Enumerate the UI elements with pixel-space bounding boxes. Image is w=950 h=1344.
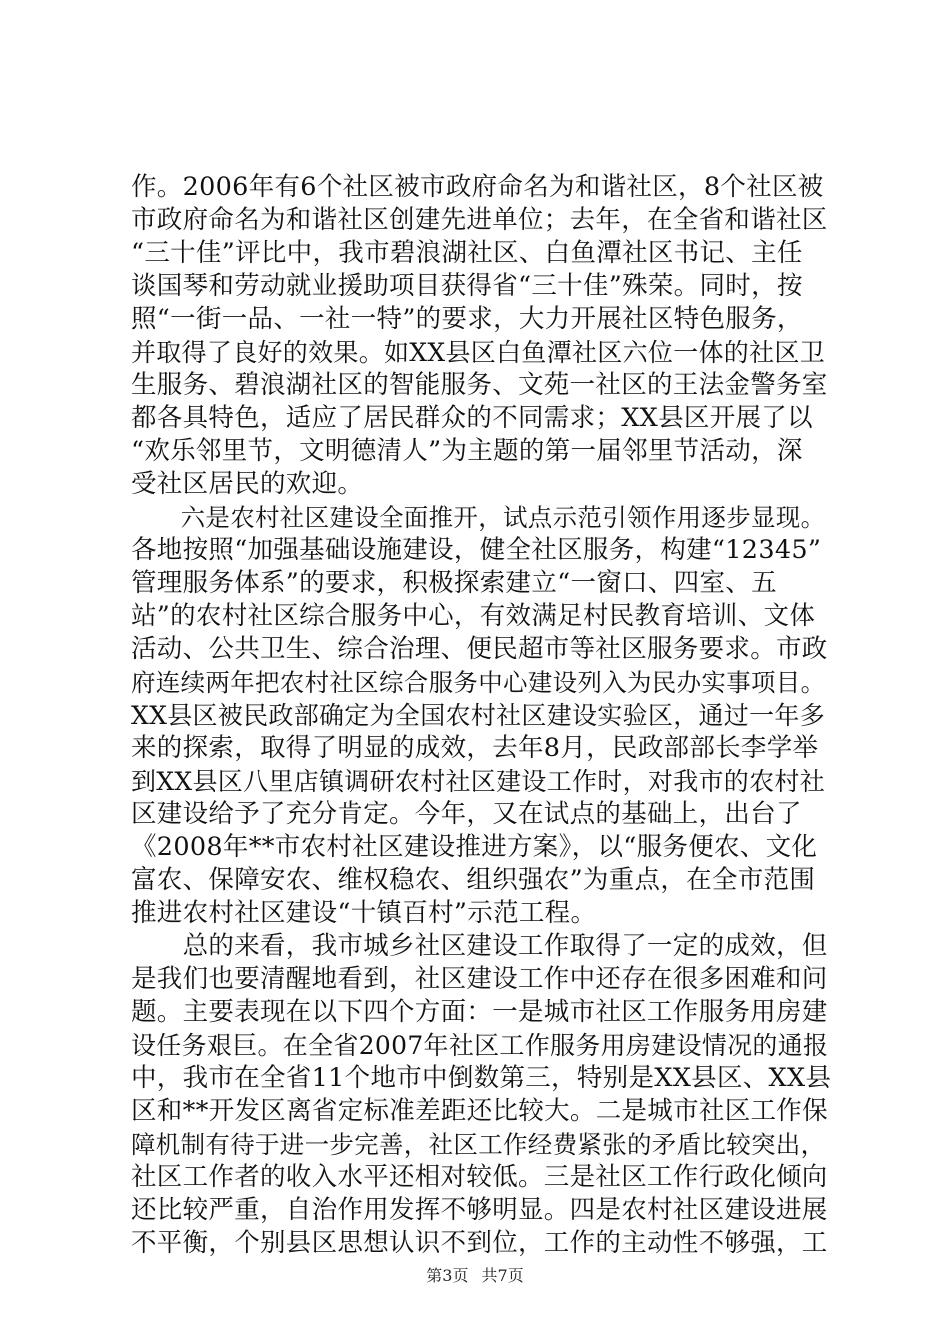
text-line: 还比较严重，自治作用发挥不够明显。四是农村社区建设进展 [131,1195,828,1225]
text-line: XX县区被民政部确定为全国农村社区建设实验区，通过一年多 [131,701,825,730]
text-line: 并取得了良好的效果。如XX县区白鱼潭社区六位一体的社区卫 [131,338,825,367]
text-line: 障机制有待于进一步完善，社区工作经费紧张的矛盾比较突出， [131,1130,826,1159]
text-line: “三十佳”评比中，我市碧浪湖社区、白鱼潭社区书记、主任 [131,238,803,268]
text-line: 受社区居民的欢迎。 [131,469,364,499]
text-line: 市政府命名为和谐社区创建先进单位；去年，在全省和谐社区 [131,205,828,235]
body-text [131,171,831,1260]
text-line: 府连续两年把农村社区综合服务中心建设列入为民办实事项目。 [131,668,826,697]
text-line: 设任务艰巨。在全省2007年社区工作服务用房建设情况的通报 [131,1031,829,1060]
text-line: 不平衡，个别县区思想认识不到位，工作的主动性不够强，工 [131,1228,828,1258]
text-line: 题。主要表现在以下四个方面：一是城市社区工作服务用房建 [131,997,828,1027]
text-line: 各地按照“加强基础设施建设，健全社区服务，构建“12345” [131,535,822,565]
text-line: 区建设给予了充分肯定。今年，又在试点的基础上，出台了 [131,799,802,829]
text-line: “欢乐邻里节，文明德清人”为主题的第一届邻里节活动，深 [131,436,803,466]
text-line: 管理服务体系”的要求，积极探索建立“一窗口、四室、五 [131,568,777,598]
text-line: 到XX县区八里店镇调研农村社区建设工作时，对我市的农村社 [131,767,825,796]
text-line: 活动、公共卫生、综合治理、便民超市等社区服务要求。市政 [131,634,828,664]
text-line: 是我们也要清醒地看到，社区建设工作中还存在很多困难和问 [131,964,828,994]
page-number: 第3页 [426,1266,469,1285]
text-line: 站”的农村社区综合服务中心，有效满足村民教育培训、文体 [131,601,816,631]
text-line: 六是农村社区建设全面推开，试点示范引领作用逐步显现。 [131,503,826,532]
text-line: 中，我市在全省11个地市中倒数第三，特别是XX县区、XX县 [131,1063,832,1093]
text-line: 生服务、碧浪湖社区的智能服务、文苑一社区的王法金警务室 [131,370,828,400]
text-line: 都各具特色，适应了居民群众的不同需求；XX县区开展了以 [131,403,813,433]
text-line: 社区工作者的收入水平还相对较低。三是社区工作行政化倾向 [131,1162,828,1192]
text-line: 谈国琴和劳动就业援助项目获得省“三十佳”殊荣。同时，按 [131,271,803,301]
text-line: 总的来看，我市城乡社区建设工作取得了一定的成效，但 [131,931,828,961]
page-total: 共7页 [481,1266,524,1285]
text-line: 《2008年**市农村社区建设推进方案》，以“服务便农、文化 [131,832,818,862]
text-line: 推进农村社区建设“十镇百村”示范工程。 [131,898,597,928]
page-footer [0,1266,950,1286]
text-line: 富农、保障安农、维权稳农、组织强农”为重点，在全市范围 [131,865,816,895]
text-line: 区和**开发区离省定标准差距还比较大。二是城市社区工作保 [131,1096,828,1126]
text-line: 照“一街一品、一社一特”的要求，大力开展社区特色服务， [131,304,803,334]
text-line: 作。2006年有6个社区被市政府命名为和谐社区，8个社区被 [131,172,824,202]
text-line: 来的探索，取得了明显的成效，去年8月，民政部部长李学举 [131,733,819,763]
